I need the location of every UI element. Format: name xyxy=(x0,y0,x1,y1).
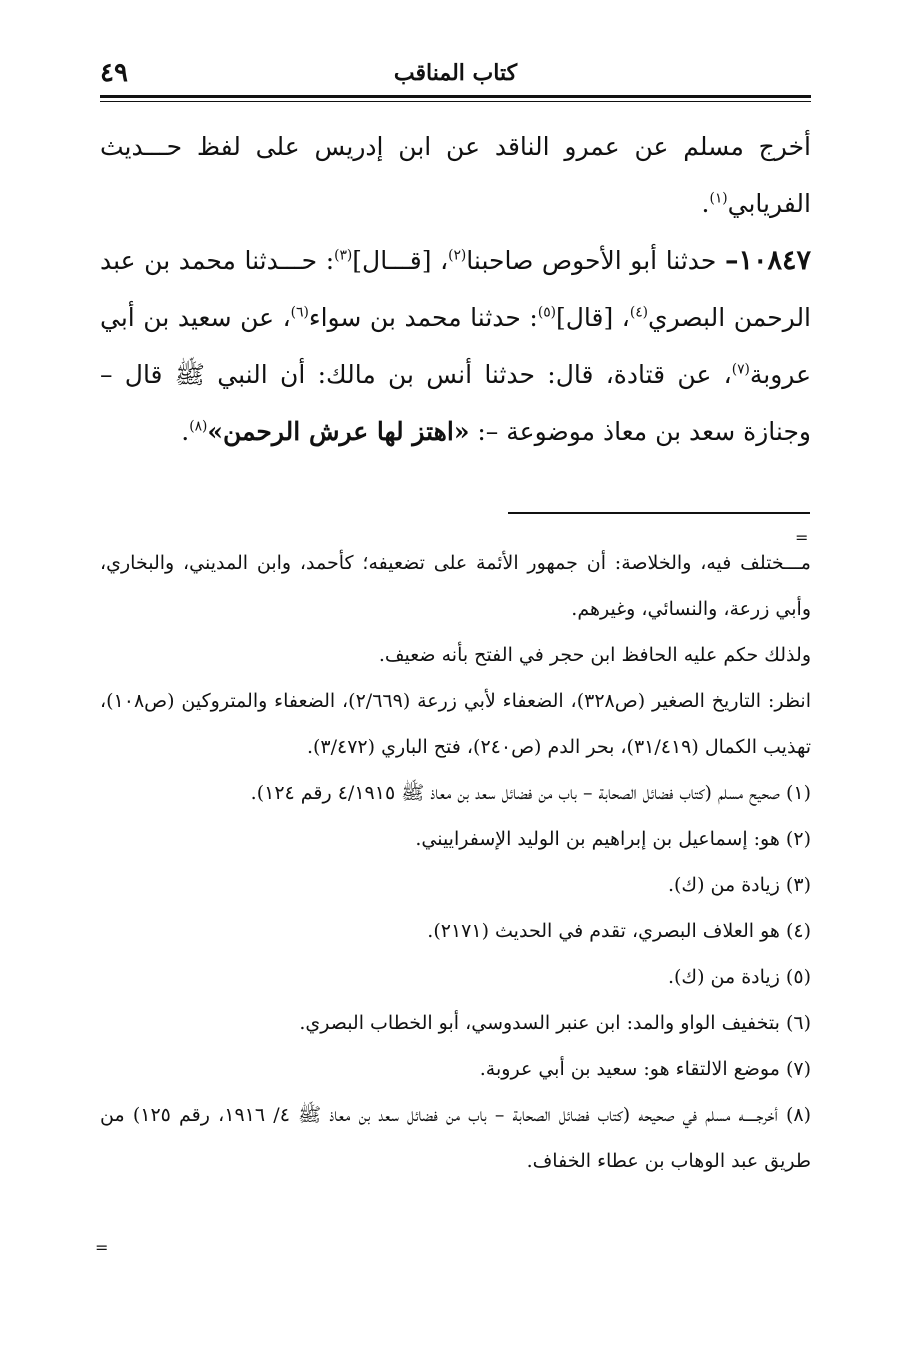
footnote-ref-1: (١) xyxy=(709,190,728,207)
hadith-text-a: حدثنا أبو الأحوص صاحبنا xyxy=(466,246,725,275)
hadith-text-g: ، عن قتادة، قال: حدثنا أنس بن مالك: أن النبي ﷺ قال – وجنازة سعد بن معاذ موضوعة –: xyxy=(100,360,811,446)
footnote-4: (٤) هو العلاف البصري، تقدم في الحديث (٢١٧١). xyxy=(427,920,811,942)
footnote-8: (٨) أخرجـــــه مسلم في صحيحه (كتاب فضائل الصحابة – باب من فضائل سعد بن معاذ ﷺ ٤/ ١٩١٦، رقم ١٢٥) من طريق عبد الوهاب بن عطاء الخفاف. xyxy=(100,1104,811,1172)
footnote-6: (٦) بتخفيف الواو والمد: ابن عنبر السدوسي، أبو الخطاب البصري. xyxy=(299,1012,811,1034)
header-rule-thick xyxy=(100,95,811,98)
intro-end: . xyxy=(701,189,710,218)
footnote-continuation-2: ولذلك حكم عليه الحافظ ابن حجر في الفتح بأنه ضعيف. xyxy=(378,644,811,666)
hadith-quote: «اهتز لها عرش الرحمن» xyxy=(207,417,470,446)
footnote-1: (١) صحيح مسلم (كتاب فضائل الصحابة – باب من فضائل سعد بن معاذ ﷺ ٤/١٩١٥ رقم ١٢٤). xyxy=(250,782,811,804)
footnote-continuation-1: مـــختلف فيه، والخلاصة: أن جمهور الأئمة على تضعيفه؛ كأحمد، وابن المديني، والبخاري، وأبي زرعة، والنسائي، وغيرهم. xyxy=(100,552,811,620)
page-header xyxy=(100,58,811,98)
main-text xyxy=(100,118,811,460)
footnote-ref-6: (٦) xyxy=(290,304,309,321)
continuation-mark-top: = xyxy=(795,528,809,547)
footnote-5: (٥) زيادة من (ك). xyxy=(667,966,811,988)
hadith-text-c: : حـــدثنا محمد بن عبد الرحمن البصري xyxy=(100,246,812,332)
footnotes xyxy=(100,540,811,1184)
header-rule-thin xyxy=(100,101,811,102)
footnote-ref-7: (٧) xyxy=(731,361,750,378)
footnote-continuation-3: انظر: التاريخ الصغير (ص٣٢٨)، الضعفاء لأبي زرعة (٢/٦٦٩)، الضعفاء والمتروكين (ص١٠٨)، تهذيب الكمال (٣١/٤١٩)، بحر الدم (ص٢٤٠)، فتح الباري (٣/٤٧٢). xyxy=(100,690,811,758)
paragraph-intro xyxy=(100,118,811,232)
footnote-ref-3: (٣) xyxy=(334,247,353,264)
footnote-7: (٧) موضع الالتقاء هو: سعيد بن أبي عروبة. xyxy=(479,1058,811,1080)
hadith-text-e: : حدثنا محمد بن سواء xyxy=(308,303,538,332)
footnote-ref-5: (٥) xyxy=(537,304,556,321)
paragraph-hadith xyxy=(100,232,811,460)
footnote-ref-8: (٨) xyxy=(189,418,208,435)
hadith-text-f: ، عن سعيد بن أبي عروبة xyxy=(100,303,811,389)
hadith-text-d: ، [قال] xyxy=(555,303,630,332)
footnote-2: (٢) هو: إسماعيل بن إبراهيم بن الوليد الإسفراييني. xyxy=(415,828,811,850)
running-title: كتاب المناقب xyxy=(393,60,518,86)
footnote-3: (٣) زيادة من (ك). xyxy=(667,874,811,896)
hadith-end: . xyxy=(181,417,190,446)
footnote-ref-2: (٢) xyxy=(448,247,467,264)
page-number: ٤٩ xyxy=(100,58,128,88)
hadith-number: ١٠٨٤٧– xyxy=(724,245,811,276)
intro-text: أخرج مسلم عن عمرو الناقد عن ابن إدريس على لفظ حـــديث الفريابي xyxy=(100,132,811,218)
hadith-text-b: ، [قـــال] xyxy=(352,246,449,275)
continuation-mark-bottom: = xyxy=(95,1238,109,1257)
footnote-separator xyxy=(508,512,810,514)
footnote-ref-4: (٤) xyxy=(629,304,648,321)
